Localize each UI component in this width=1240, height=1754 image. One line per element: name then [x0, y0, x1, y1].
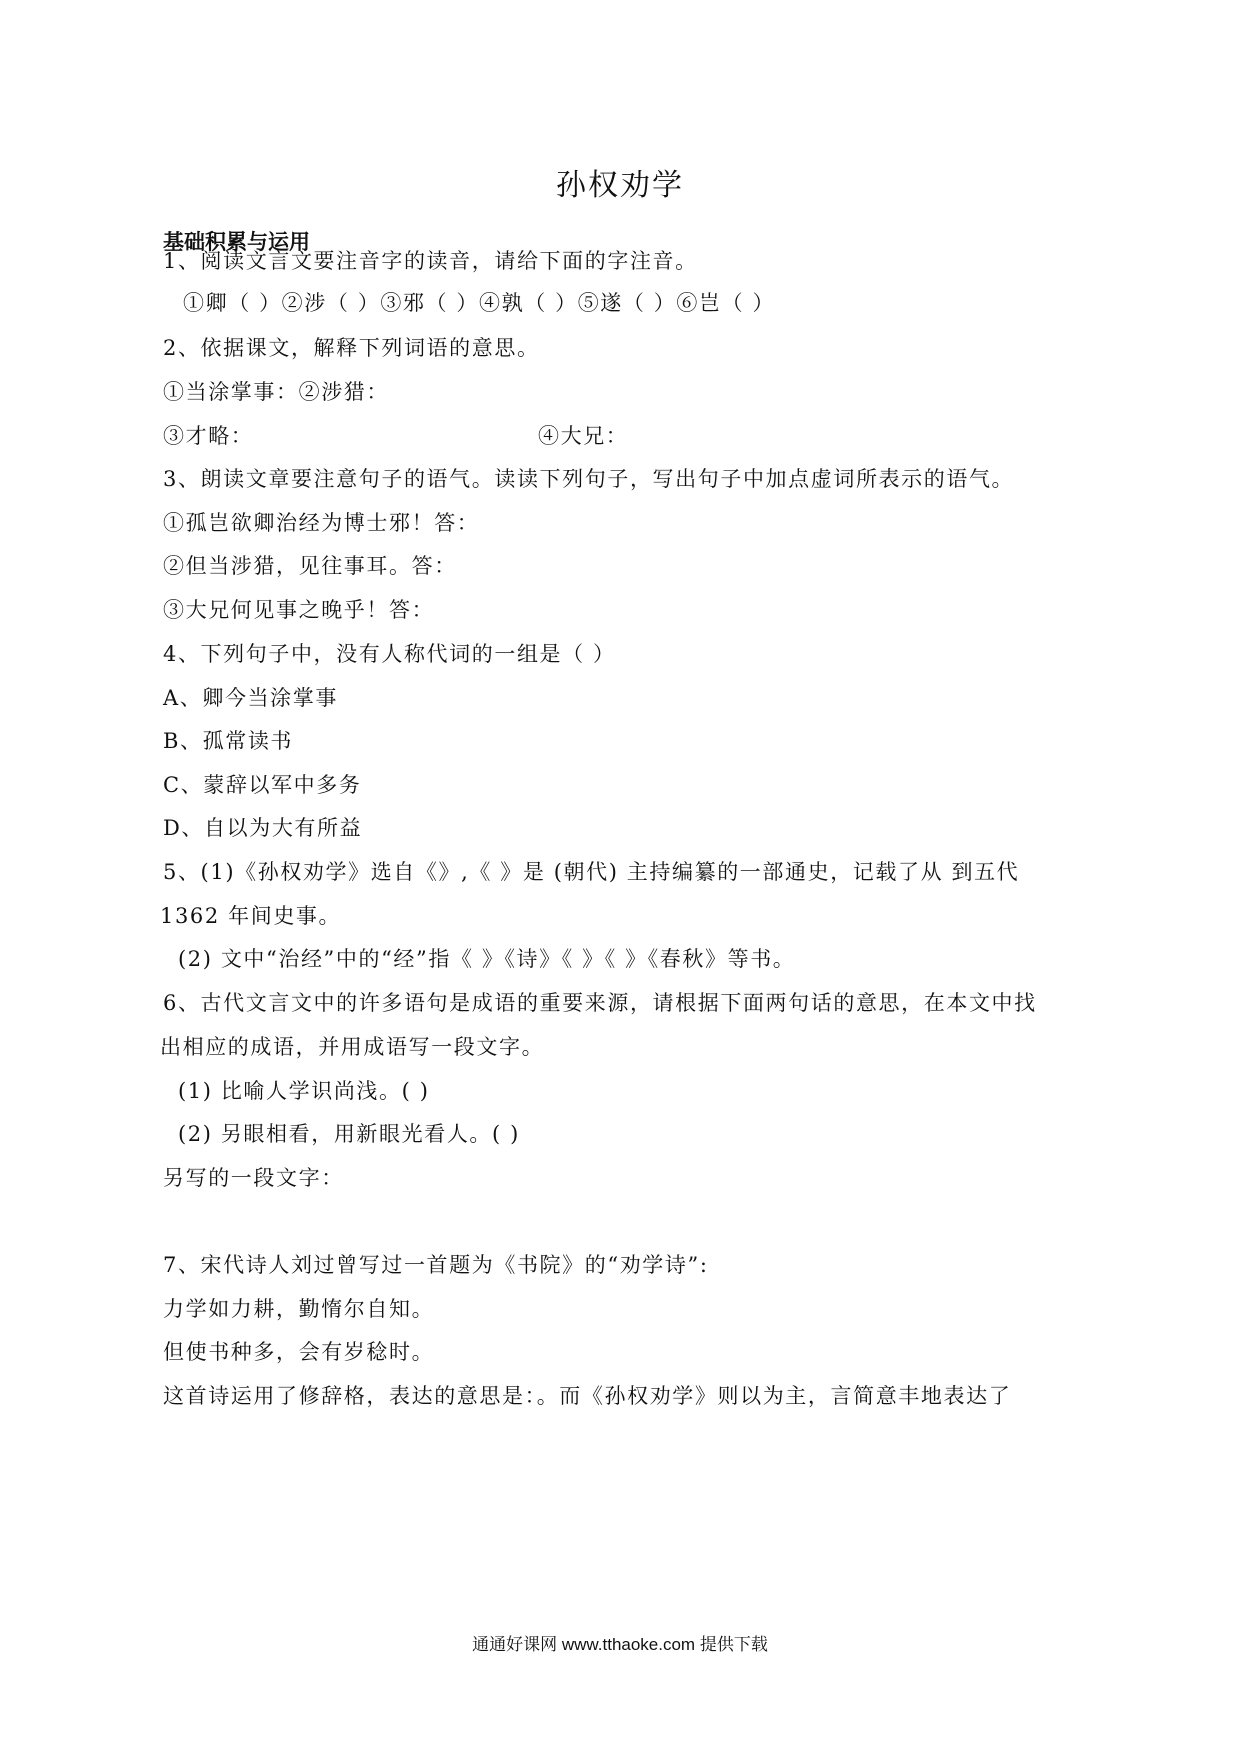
q4-option-d: D、自以为大有所益	[163, 816, 363, 840]
q6-writing-label: 另写的一段文字：	[163, 1166, 344, 1190]
q2-item-3: ③才略：	[163, 424, 254, 448]
q7-poem-line-2: 但使书种多，会有岁稔时。	[163, 1340, 435, 1364]
q1-prompt: 1、阅读文言文要注音字的读音，请给下面的字注音。	[163, 249, 698, 273]
q4-option-a: A、卿今当涂掌事	[163, 686, 338, 710]
q6-prompt-cont: 出相应的成语，并用成语写一段文字。	[160, 1035, 545, 1059]
q5-part-1-cont: 1362 年间史事。	[160, 904, 342, 928]
q7-question: 这首诗运用了修辞格，表达的意思是：。而《孙权劝学》则以为主，言简意丰地表达了	[163, 1384, 1012, 1408]
q5-part-1: 5、(1)《孙权劝学》选自《》,《 》是 (朝代) 主持编纂的一部通史，记载了从 到五代	[163, 860, 1020, 884]
page-footer: 通通好课网 www.tthaoke.com 提供下载	[472, 1635, 768, 1654]
section-heading: 基础积累与运用	[163, 229, 310, 254]
q2-item-1-2: ①当涂掌事：②涉猎：	[163, 380, 389, 404]
q4-prompt: 4、下列句子中，没有人称代词的一组是（ ）	[163, 642, 616, 666]
q6-item-2: (2) 另眼相看，用新眼光看人。( )	[178, 1122, 520, 1146]
q4-option-b: B、孤常读书	[163, 729, 294, 753]
q3-item-3: ③大兄何见事之晚乎！答：	[163, 598, 435, 622]
q2-item-4: ④大兄：	[538, 424, 629, 448]
page-title: 孙权劝学	[556, 168, 684, 203]
q6-item-1: (1) 比喻人学识尚浅。( )	[178, 1079, 430, 1103]
q3-prompt: 3、朗读文章要注意句子的语气。读读下列句子，写出句子中加点虚词所表示的语气。	[163, 467, 1015, 491]
q3-item-1: ①孤岂欲卿治经为博士邪！答：	[163, 511, 480, 535]
q6-prompt: 6、古代文言文中的许多语句是成语的重要来源，请根据下面两句话的意思，在本文中找	[163, 991, 1037, 1015]
q4-option-c: C、蒙辞以军中多务	[163, 773, 362, 797]
q2-prompt: 2、依据课文，解释下列词语的意思。	[163, 336, 540, 360]
q5-part-2: (2) 文中“治经”中的“经”指《 》《诗》《 》《 》《春秋》等书。	[178, 947, 796, 971]
q7-poem-line-1: 力学如力耕，勤惰尔自知。	[163, 1297, 435, 1321]
q1-items: ①卿（ ）②涉（ ）③邪（ ）④孰（ ）⑤遂（ ）⑥岂（ ）	[183, 291, 776, 315]
q3-item-2: ②但当涉猎，见往事耳。答：	[163, 554, 457, 578]
q7-prompt: 7、宋代诗人刘过曾写过一首题为《书院》的“劝学诗”:	[163, 1253, 709, 1277]
